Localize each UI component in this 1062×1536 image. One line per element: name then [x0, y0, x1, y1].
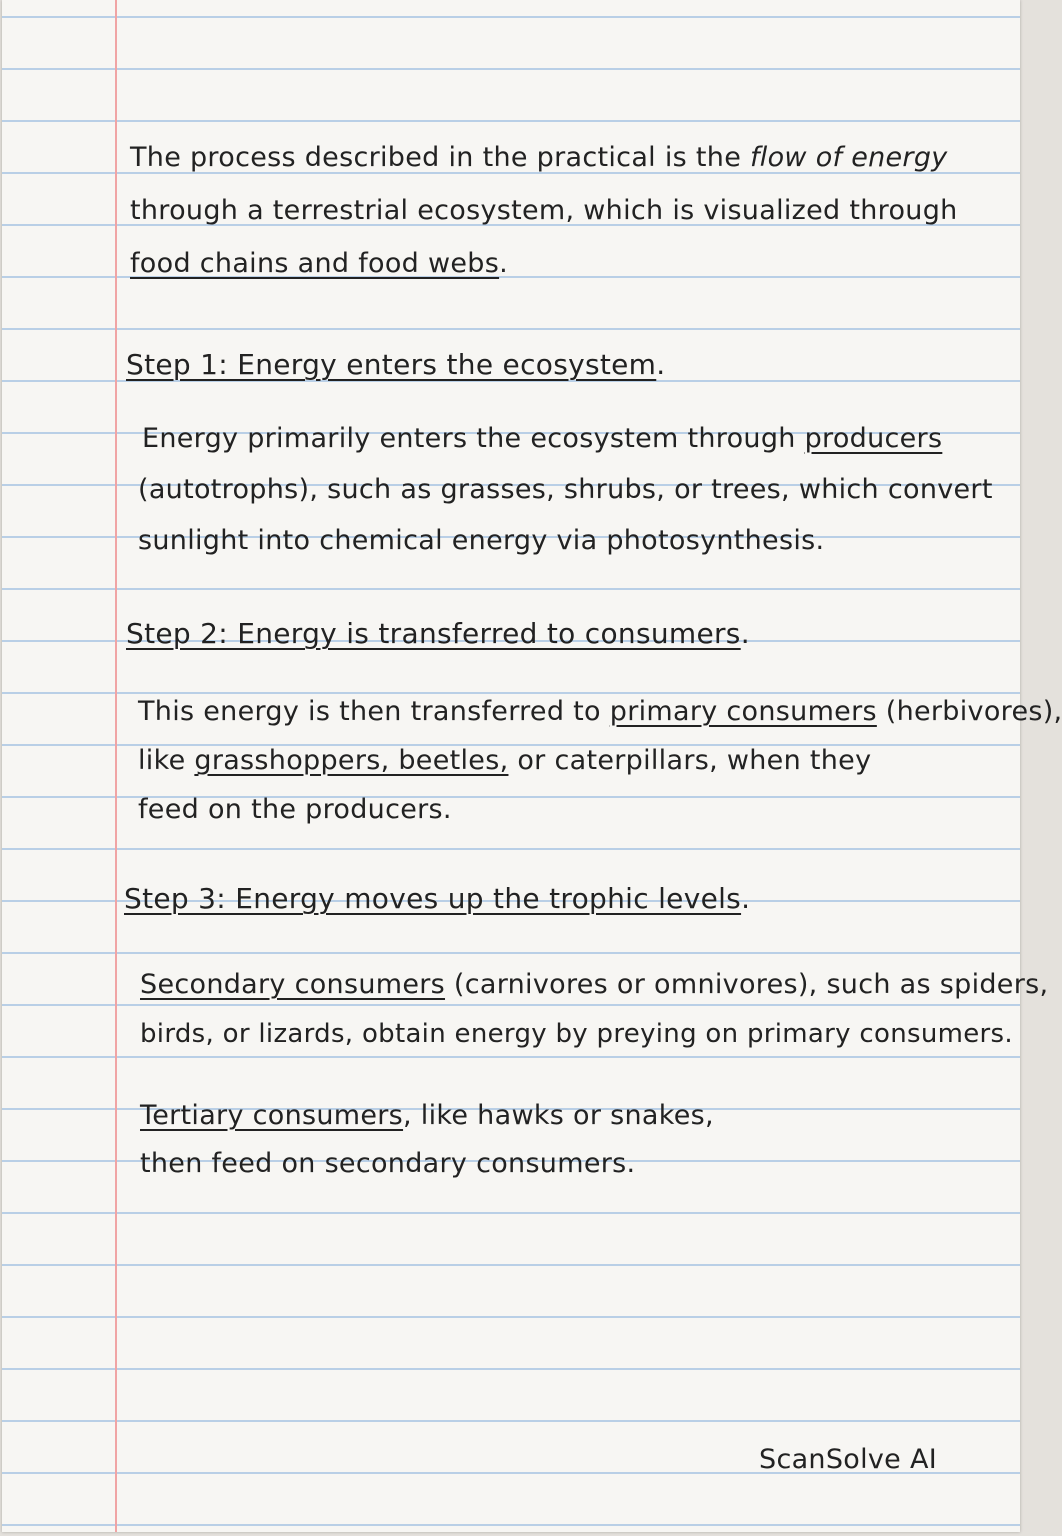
flow-of-energy-text: flow of energy — [750, 142, 948, 173]
step-1-line-1: Energy primarily enters the ecosystem through producers — [142, 423, 943, 454]
step-3-heading: Step 3: Energy moves up the trophic levels. — [124, 882, 751, 915]
step-3-line-2: birds, or lizards, obtain energy by preying on primary consumers. — [140, 1019, 1013, 1049]
step-2-line-1: This energy is then transferred to primary consumers (herbivores), — [138, 696, 1062, 727]
tertiary-consumers-text: Tertiary consumers — [140, 1100, 404, 1131]
food-chains-text: food chains and food webs — [130, 248, 500, 279]
step-1-line-2: (autotrophs), such as grasses, shrubs, or trees, which convert — [138, 474, 993, 505]
intro-line-1: The process described in the practical is the flow of energy — [130, 142, 948, 173]
step-3-line-1: Secondary consumers (carnivores or omnivores), such as spiders, — [140, 969, 1049, 1000]
notebook-page — [2, 0, 1062, 1532]
step-2-heading: Step 2: Energy is transferred to consumers. — [126, 617, 750, 650]
margin-line — [115, 0, 117, 1532]
step-2-line-3: feed on the producers. — [138, 794, 452, 825]
step-3-line-4: then feed on secondary consumers. — [140, 1148, 636, 1179]
producers-text: producers — [804, 423, 943, 454]
secondary-consumers-text: Secondary consumers — [140, 969, 446, 1000]
intro-line-3: food chains and food webs. — [130, 248, 508, 279]
step-1-heading: Step 1: Energy enters the ecosystem. — [126, 348, 666, 381]
intro-line-2: through a terrestrial ecosystem, which is visualized through — [130, 195, 958, 226]
primary-consumers-text: primary consumers — [609, 696, 877, 727]
step-2-line-2: like grasshoppers, beetles, or caterpillars, when they — [138, 745, 872, 776]
grasshoppers-text: grasshoppers, beetles, — [194, 745, 509, 776]
step-3-line-3: Tertiary consumers, like hawks or snakes, — [140, 1100, 714, 1131]
brand-footer: ScanSolve AI — [759, 1444, 938, 1475]
step-1-line-3: sunlight into chemical energy via photosynthesis. — [138, 525, 825, 556]
